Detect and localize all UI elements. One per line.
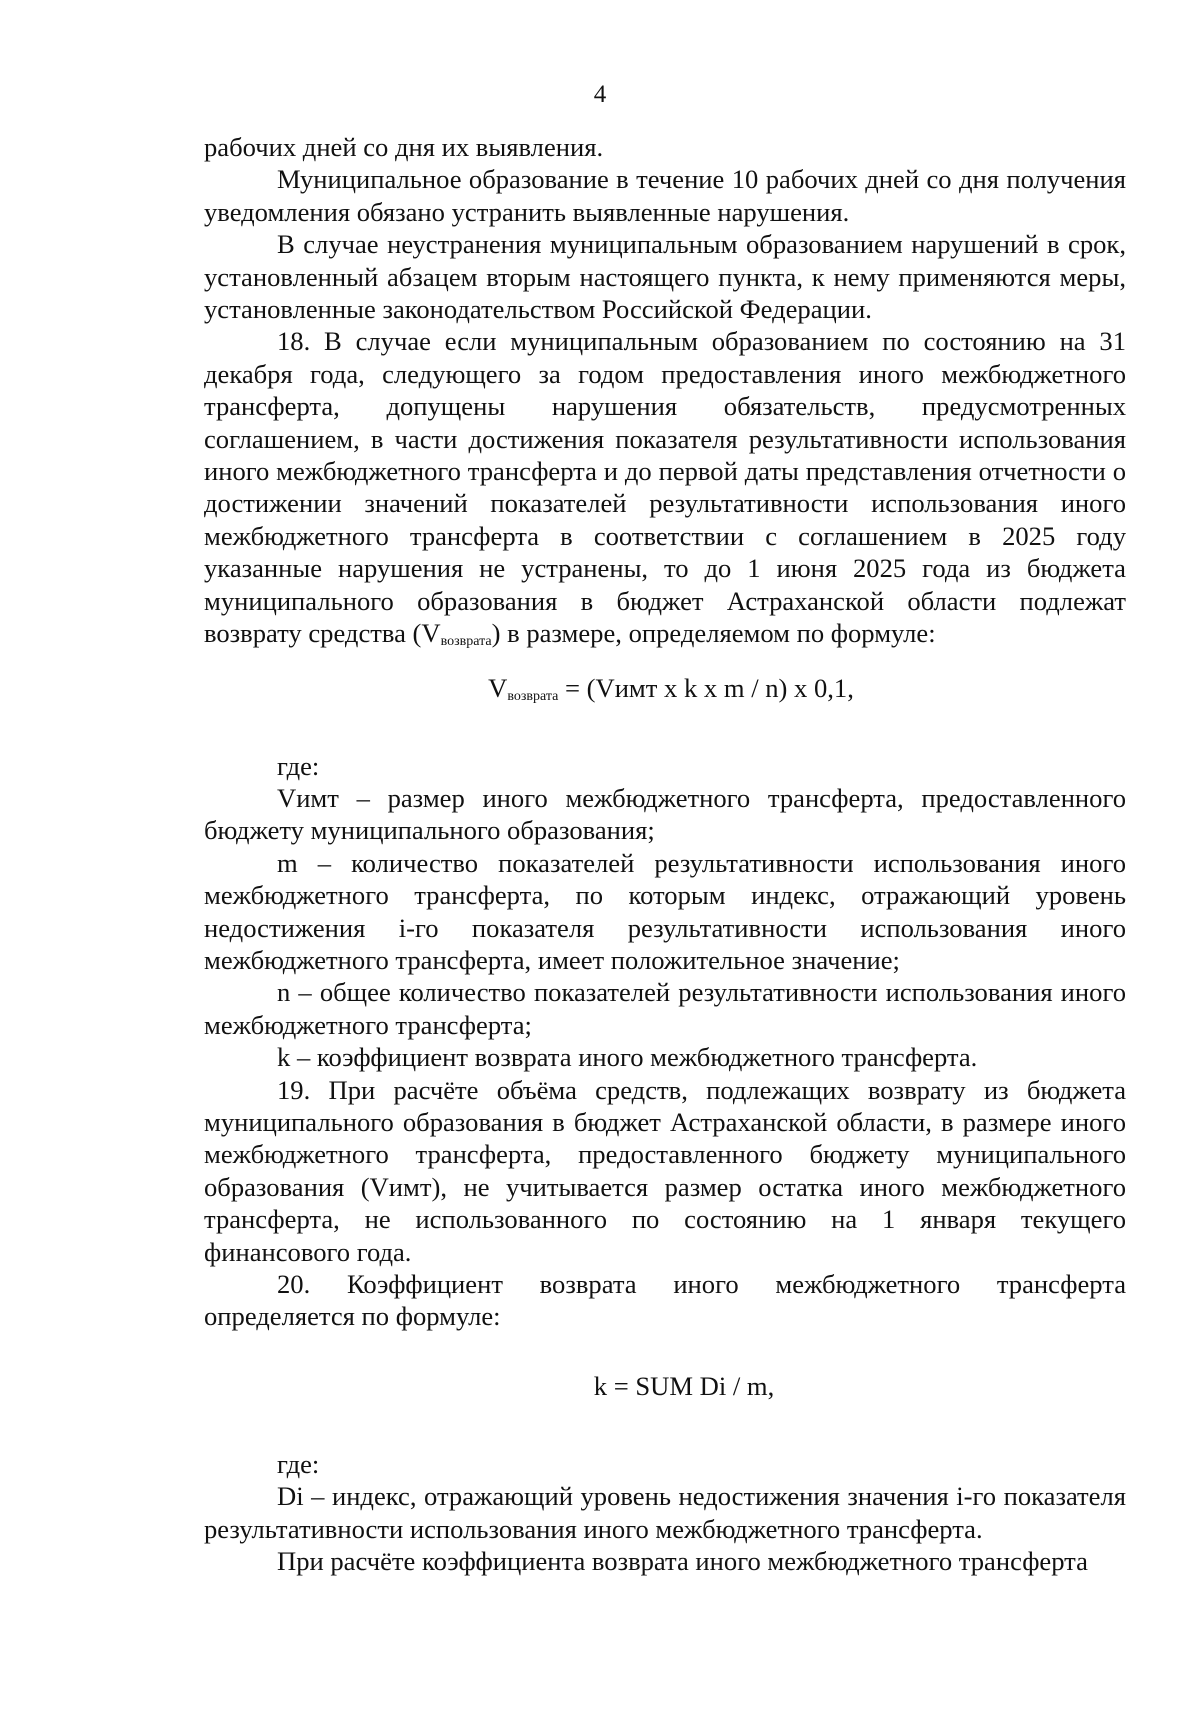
paragraph: рабочих дней со дня их выявления. <box>204 132 604 162</box>
formula-subscript: возврата <box>507 688 559 704</box>
where-label: где: <box>277 750 320 781</box>
page-number: 4 <box>593 81 607 108</box>
definition-n: n – общее количество показателей результативности использования иного межбюджетного трансферта; <box>204 977 1126 1040</box>
paragraph: Муниципальное образование в течение 10 рабочих дней со дня получения уведомления обязано устранить выявленные нарушения. <box>204 164 1126 227</box>
paragraph-18 <box>204 325 1126 649</box>
paragraph: В случае неустранения муниципальным образованием нарушений в срок, установленный абзацем вторым настоящего пункта, к нему применяются меры, установленные законодательством Российской Федерации. <box>204 229 1126 325</box>
paragraph-18-text: 18. В случае если муниципальным образованием по состоянию на 31 декабря года, следующего за годом предоставления иного межбюджетного трансферта, допущены нарушения обязательств, предусмотренных соглашением, в части достижения показателя результативности использования иного межбюджетного трансферта и до первой даты представления отчетности о достижении значений показателей результативности использования иного межбюджетного трансферта в соответствии с соглашением в 2025 году указанные нарушения не устранены, то до 1 июня 2025 года из бюджета муниципального образования в бюджет Астраханской области подлежат возврату средства (V <box>204 326 1126 649</box>
definition-vimt: Vимт – размер иного межбюджетного трансферта, предоставленного бюджету муниципального образования; <box>204 782 1126 846</box>
document-body <box>204 131 1126 1577</box>
definition-di: Di – индекс, отражающий уровень недостижения значения i-го показателя результативности использования иного межбюджетного трансферта. <box>204 1481 1126 1544</box>
formula-k: k = SUM Di / m, <box>593 1370 775 1401</box>
definition-k: k – коэффициент возврата иного межбюджетного трансферта. <box>277 1042 978 1073</box>
where-label: где: <box>277 1448 320 1479</box>
formula-v: V <box>488 672 508 703</box>
paragraph-18-end: ) в размере, определяемом по формуле: <box>491 618 936 649</box>
paragraph-20: 20. Коэффициент возврата иного межбюджетного трансферта определяется по формуле: <box>204 1269 1126 1332</box>
subscript-vozvrata: возврата <box>440 634 492 650</box>
definition-m: m – количество показателей результативности использования иного межбюджетного трансферта, по которым индекс, отражающий уровень недостижения i-го показателя результативности использования иного межбюджетного трансферта, имеет положительное значение; <box>204 847 1126 975</box>
paragraph: При расчёте коэффициента возврата иного межбюджетного трансферта <box>277 1546 1088 1577</box>
formula-expression: = (Vимт x k x m / n) x 0,1, <box>558 672 854 703</box>
formula-v-vozvrata <box>204 672 1126 706</box>
paragraph-19: 19. При расчёте объёма средств, подлежащих возврату из бюджета муниципального образования в бюджет Астраханской области, в размере иного межбюджетного трансферта, предоставленного бюджету муниципального образования (Vимт), не учитывается размер остатка иного межбюджетного трансферта, не использованного по состоянию на 1 января текущего финансового года. <box>204 1074 1126 1267</box>
